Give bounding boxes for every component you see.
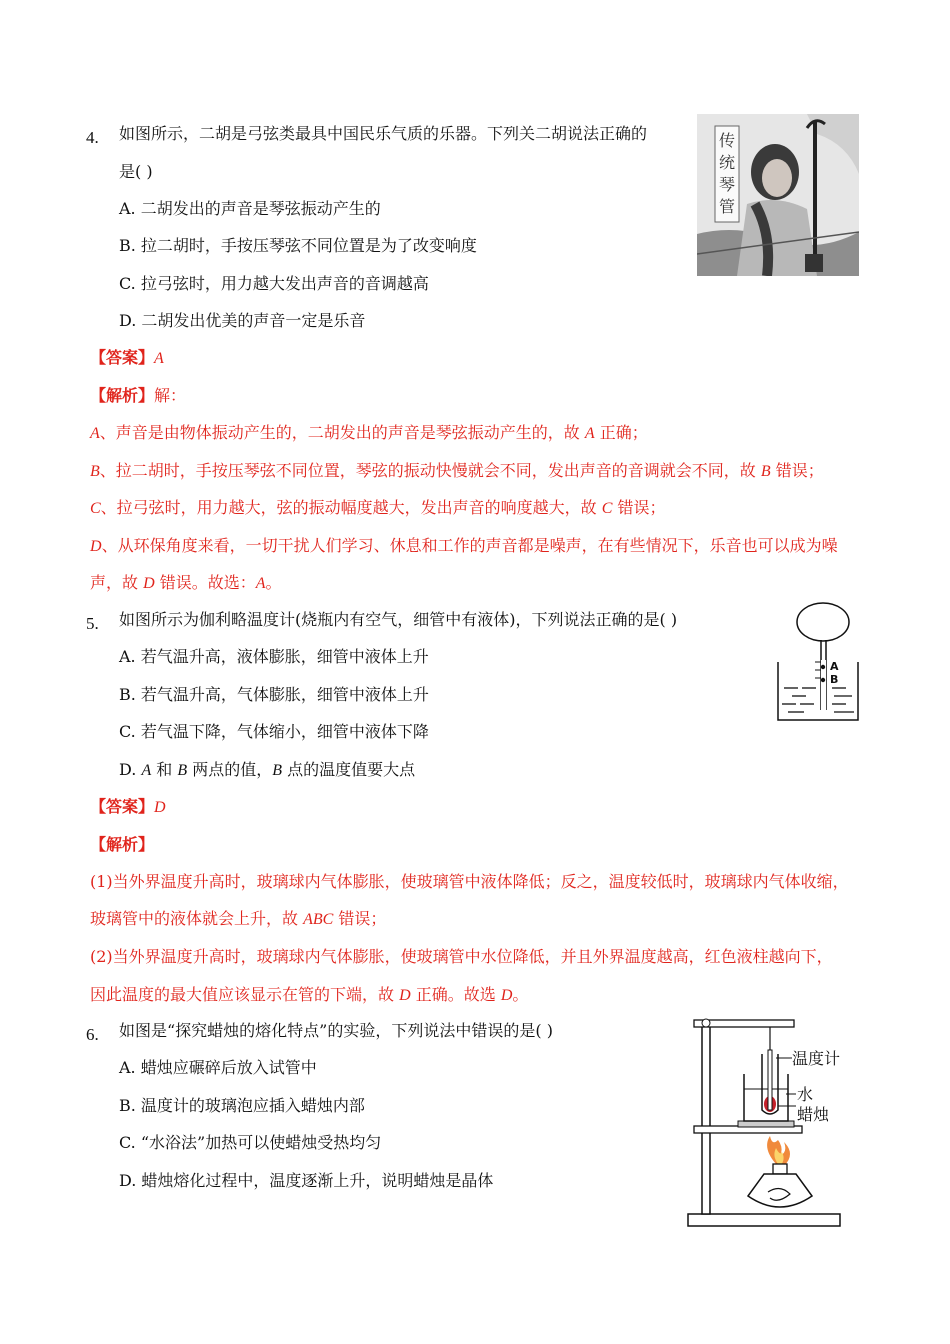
analysis-text: 玻璃管中的液体就会上升，故 ABC 错误； xyxy=(90,909,387,928)
option-d: D. 二胡发出优美的声音一定是乐音 xyxy=(119,311,366,330)
analysis-text: D、从环保角度来看，一切干扰人们学习、休息和工作的声音都是噪声，在有些情况下，乐音也可以成为噪 xyxy=(90,536,838,555)
analysis-tag: 【解析】 xyxy=(90,386,155,405)
question-stem: 是( ) xyxy=(119,162,153,181)
analysis-text: (2)当外界温度升高时，玻璃球内气体膨胀，使玻璃管中水位降低，并且外界温度越高，红色液柱越向下， xyxy=(90,947,833,966)
option-d: D. A 和 B 两点的值，B 点的温度值要大点 xyxy=(119,760,416,779)
analysis-text: 声，故 D 错误。故选：A。 xyxy=(90,573,282,592)
answer-value: D xyxy=(154,799,166,816)
option-a: A. 若气温升高，液体膨胀，细管中液体上升 xyxy=(119,647,429,666)
answer-line xyxy=(90,797,166,818)
analysis-text: 因此温度的最大值应该显示在管的下端，故 D 正确。故选 D。 xyxy=(90,985,529,1004)
option-b: B. 温度计的玻璃泡应插入蜡烛内部 xyxy=(119,1096,365,1115)
answer-value: A xyxy=(154,350,164,367)
erhu-photo xyxy=(697,114,859,276)
analysis-text: B、拉二胡时，手按压琴弦不同位置，琴弦的振动快慢就会不同，发出声音的音调就会不同，故 B 错误； xyxy=(90,461,824,480)
water-label: 水 xyxy=(797,1085,814,1104)
option-c: C. 若气温下降，气体缩小，细管中液体下降 xyxy=(119,722,429,741)
answer-line xyxy=(90,348,164,369)
question-stem: 如图是“探究蜡烛的熔化特点”的实验，下列说法中错误的是( ) xyxy=(119,1021,553,1040)
option-b: B. 若气温升高，气体膨胀，细管中液体上升 xyxy=(119,685,429,704)
answer-tag: 【答案】 xyxy=(90,348,155,367)
analysis-text: (1)当外界温度升高时，玻璃球内气体膨胀，使玻璃管中液体降低；反之，温度较低时，玻璃球内气体收缩， xyxy=(90,872,849,891)
question-stem: 如图所示为伽利略温度计(烧瓶内有空气，细管中有液体)，下列说法正确的是( ) xyxy=(119,610,678,629)
photo-caption: 传统琴管 xyxy=(718,131,735,216)
candle-melting-apparatus-figure xyxy=(680,1014,860,1234)
answer-tag: 【答案】 xyxy=(90,797,155,816)
option-b: B. 拉二胡时，手按压琴弦不同位置是为了改变响度 xyxy=(119,236,477,255)
analysis-text: A、声音是由物体振动产生的，二胡发出的声音是琴弦振动产生的，故 A 正确； xyxy=(90,423,648,442)
question-number: 5. xyxy=(86,614,99,633)
candle-label: 蜡烛 xyxy=(797,1105,830,1124)
option-c: C. 拉弓弦时，用力越大发出声音的音调越高 xyxy=(119,274,429,293)
analysis-line xyxy=(90,386,186,406)
question-stem: 如图所示，二胡是弓弦类最具中国民乐气质的乐器。下列关二胡说法正确的 xyxy=(119,124,648,143)
point-a-label: A xyxy=(830,660,839,673)
thermometer-label: 温度计 xyxy=(792,1049,841,1068)
galileo-thermometer-figure xyxy=(774,600,864,726)
analysis-tag: 【解析】 xyxy=(90,835,155,854)
option-d: D. 蜡烛熔化过程中，温度逐渐上升，说明蜡烛是晶体 xyxy=(119,1171,494,1190)
question-number: 4. xyxy=(86,128,99,147)
question-number: 6. xyxy=(86,1025,99,1044)
analysis-text: C、拉弓弦时，用力越大，弦的振动幅度越大，发出声音的响度越大，故 C 错误； xyxy=(90,498,666,517)
option-a: A. 二胡发出的声音是琴弦振动产生的 xyxy=(119,199,381,218)
option-a: A. 蜡烛应碾碎后放入试管中 xyxy=(119,1058,317,1077)
analysis-text: 解： xyxy=(154,386,187,405)
option-c: C. “水浴法”加热可以使蜡烛受热均匀 xyxy=(119,1133,382,1152)
point-b-label: B xyxy=(830,673,839,686)
